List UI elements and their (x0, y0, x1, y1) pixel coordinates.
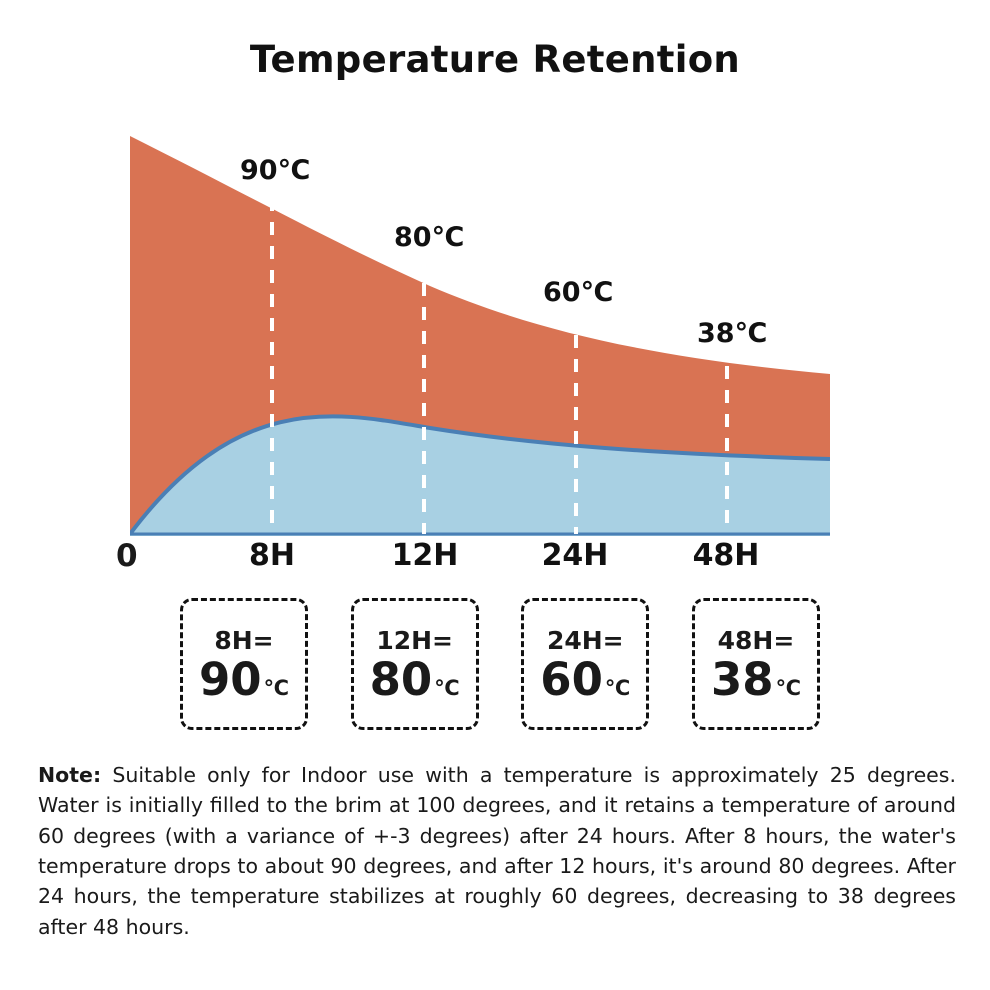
axis-tick-48h: 48H (692, 538, 760, 573)
axis-tick-8h: 8H (249, 538, 295, 573)
annotation-80c: 80℃ (394, 222, 465, 253)
note-label: Note: (38, 763, 102, 787)
annotation-90c: 90℃ (240, 155, 311, 186)
summary-card-12h (351, 598, 479, 730)
axis-tick-12h: 12H (391, 538, 459, 573)
summary-card-heading: 24H= (546, 626, 624, 655)
summary-card-value-row (198, 653, 290, 706)
summary-cards (180, 598, 820, 730)
summary-card-8h (180, 598, 308, 730)
summary-card-heading: 8H= (214, 626, 274, 655)
summary-card-value-row (540, 653, 631, 706)
summary-card-unit: ℃ (775, 676, 801, 700)
axis-tick-24h: 24H (541, 538, 609, 573)
summary-card-value: 60 (540, 653, 603, 706)
page-title: Temperature Retention (249, 38, 741, 81)
summary-card-unit: ℃ (434, 676, 460, 700)
axis-tick-0: 0 (116, 538, 138, 574)
note-block (38, 760, 956, 942)
summary-card-value: 80 (369, 653, 433, 706)
summary-card-heading: 12H= (376, 626, 453, 655)
summary-card-value-row (710, 653, 801, 706)
note-text: Suitable only for Indoor use with a temperature is approximately 25 degrees. Water is initially filled to the brim at 100 degrees, and it retains a temperature of around 60 degrees (with a variance of +-3 degrees) after 24 hours. After 8 hours, the water's temperature drops to about 90 degrees, and after 12 hours, it's around 80 degrees. After 24 hours, the temperature stabilizes at roughly 60 degrees, decreasing to 38 degrees after 48 hours. (38, 763, 956, 939)
summary-card-value: 90 (198, 653, 262, 706)
summary-card-24h (521, 598, 649, 730)
annotation-60c: 60℃ (543, 277, 614, 308)
summary-card-unit: ℃ (263, 676, 290, 700)
summary-card-48h (692, 598, 820, 730)
annotation-38c: 38℃ (697, 318, 768, 349)
summary-card-value-row (369, 653, 460, 706)
summary-card-value: 38 (710, 653, 774, 706)
summary-card-unit: ℃ (604, 676, 631, 700)
summary-card-heading: 48H= (717, 626, 795, 655)
